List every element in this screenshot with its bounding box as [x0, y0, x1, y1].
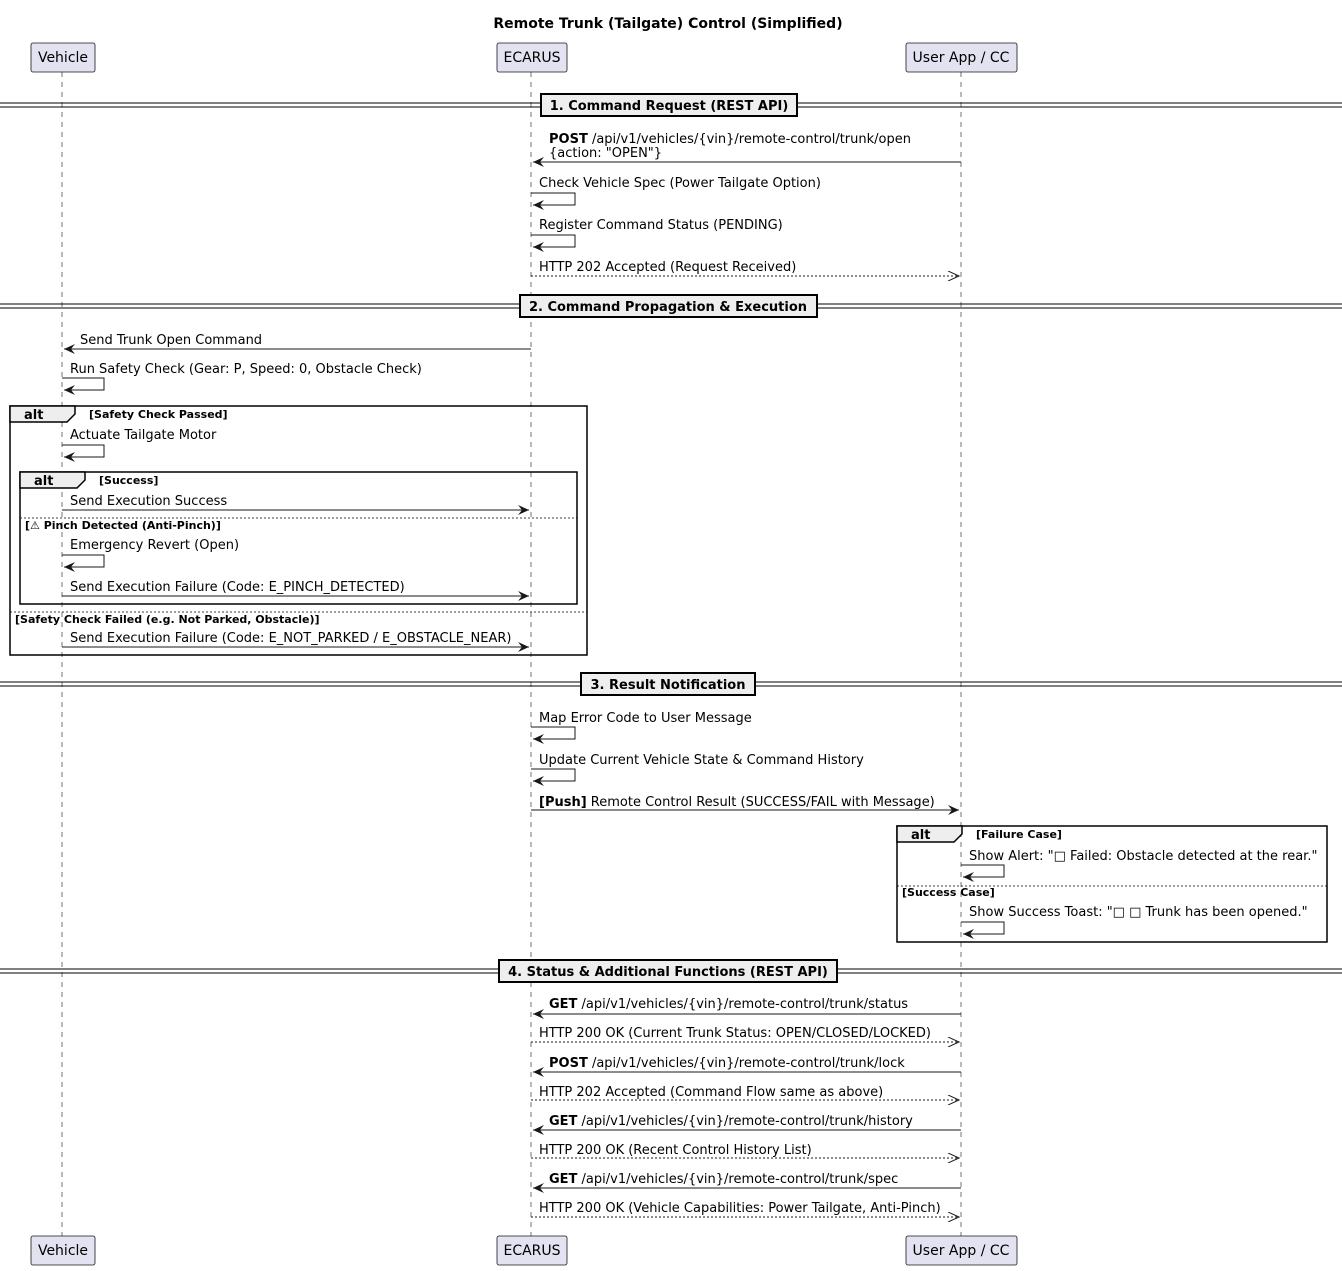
message-register-command-status [531, 218, 783, 247]
alt-else-condition: [Safety Check Failed (e.g. Not Parked, Obstacle)] [15, 613, 320, 626]
section-title: 1. Command Request (REST API) [549, 99, 789, 114]
message-actuate-tailgate-motor [62, 428, 217, 457]
message-http-200-capabilities [531, 1201, 959, 1217]
alt-frame-failure-case [897, 826, 1327, 942]
message-text: Run Safety Check (Gear: P, Speed: 0, Obstacle Check) [70, 362, 422, 377]
message-method: GET [549, 997, 578, 1012]
message-send-execution-failure-not-parked [62, 631, 529, 647]
alt-keyword: alt [34, 474, 54, 489]
message-text: Send Trunk Open Command [80, 333, 263, 348]
section-title: 3. Result Notification [590, 678, 746, 693]
alt-else-condition: [⚠ Pinch Detected (Anti-Pinch)] [25, 519, 221, 532]
message-text: HTTP 202 Accepted (Command Flow same as above) [539, 1085, 884, 1100]
svg-text:[Push] Remote Control Result ( [539, 795, 935, 810]
participant-ecarus-top [497, 43, 567, 72]
message-text: HTTP 200 OK (Current Trunk Status: OPEN/CLOSED/LOCKED) [539, 1026, 931, 1041]
message-check-vehicle-spec [531, 176, 821, 205]
participant-ecarus-bottom [497, 1236, 567, 1265]
message-show-success-toast [961, 905, 1308, 934]
message-http-200-trunk-status [531, 1026, 959, 1042]
message-post-trunk-lock [533, 1056, 961, 1072]
message-text: Check Vehicle Spec (Power Tailgate Option) [539, 176, 821, 191]
svg-text:GET /api/v1/vehicles/{vin}/rem [549, 1172, 898, 1187]
participant-label: ECARUS [503, 50, 561, 66]
message-text: /api/v1/vehicles/{vin}/remote-control/trunk/open [587, 132, 911, 147]
svg-text:GET /api/v1/vehicles/{vin}/rem [549, 1114, 913, 1129]
message-text: /api/v1/vehicles/{vin}/remote-control/trunk/status [577, 997, 909, 1012]
message-send-trunk-open [64, 333, 531, 349]
participant-label: Vehicle [37, 1243, 89, 1259]
message-update-vehicle-state [531, 753, 864, 781]
alt-condition: [Success] [99, 474, 159, 487]
message-push-result [531, 795, 959, 810]
participant-label: User App / CC [912, 1243, 1010, 1259]
section-divider-2 [0, 295, 1342, 317]
message-text: Send Execution Failure (Code: E_PINCH_DETECTED) [70, 580, 405, 595]
participant-label: Vehicle [37, 50, 89, 66]
participant-vehicle-top [31, 43, 95, 72]
message-get-trunk-history [533, 1114, 961, 1130]
message-text: Emergency Revert (Open) [70, 538, 240, 553]
alt-condition: [Failure Case] [976, 828, 1062, 841]
participant-app-top [906, 43, 1017, 72]
message-http-202-lock [531, 1085, 959, 1100]
participant-vehicle-bottom [31, 1236, 95, 1265]
message-text: Show Success Toast: "□ □ Trunk has been opened." [969, 905, 1308, 920]
message-get-trunk-spec [533, 1172, 961, 1188]
message-method: GET [549, 1114, 578, 1129]
message-text: HTTP 200 OK (Vehicle Capabilities: Power Tailgate, Anti-Pinch) [539, 1201, 941, 1216]
message-send-execution-success [62, 494, 529, 510]
message-text: Remote Control Result (SUCCESS/FAIL with Message) [586, 795, 935, 810]
participant-label: ECARUS [503, 1243, 561, 1259]
section-divider-1 [0, 94, 1342, 116]
diagram-title: Remote Trunk (Tailgate) Control (Simplified) [493, 16, 843, 32]
message-map-error-code [531, 711, 752, 739]
message-text-line2: {action: "OPEN"} [549, 146, 663, 161]
section-divider-4 [0, 960, 1342, 982]
alt-keyword: alt [24, 408, 44, 423]
message-text: Map Error Code to User Message [539, 711, 752, 726]
alt-else-condition: [Success Case] [902, 886, 995, 899]
message-text: /api/v1/vehicles/{vin}/remote-control/trunk/lock [587, 1056, 905, 1071]
message-text: Send Execution Failure (Code: E_NOT_PARKED / E_OBSTACLE_NEAR) [70, 631, 512, 646]
alt-keyword: alt [911, 828, 931, 843]
message-get-trunk-status [533, 997, 961, 1014]
message-text: HTTP 202 Accepted (Request Received) [539, 260, 797, 275]
message-text: Send Execution Success [70, 494, 228, 509]
message-text: Update Current Vehicle State & Command History [539, 753, 864, 768]
message-method: GET [549, 1172, 578, 1187]
alt-condition: [Safety Check Passed] [89, 408, 228, 421]
message-text: Register Command Status (PENDING) [539, 218, 783, 233]
message-method: [Push] [539, 795, 587, 810]
message-text: /api/v1/vehicles/{vin}/remote-control/trunk/history [577, 1114, 913, 1129]
message-run-safety-check [62, 362, 422, 390]
svg-text:POST /api/v1/vehicles/{vin}/re [549, 1056, 905, 1071]
message-text: /api/v1/vehicles/{vin}/remote-control/trunk/spec [577, 1172, 899, 1187]
section-divider-3 [0, 673, 1342, 695]
message-method: POST [549, 132, 588, 147]
message-text: Actuate Tailgate Motor [70, 428, 217, 443]
section-title: 2. Command Propagation & Execution [528, 300, 808, 315]
message-send-execution-failure-pinch [62, 580, 529, 596]
message-text: HTTP 200 OK (Recent Control History List) [539, 1143, 812, 1158]
message-http-200-history [531, 1143, 959, 1158]
message-post-trunk-open [533, 132, 961, 162]
svg-text:GET /api/v1/vehicles/{vin}/rem [549, 997, 908, 1012]
section-title: 4. Status & Additional Functions (REST API) [508, 965, 828, 980]
participant-app-bottom [906, 1236, 1017, 1265]
participant-label: User App / CC [912, 50, 1010, 66]
message-http-202-accepted [531, 260, 959, 276]
message-text: Show Alert: "□ Failed: Obstacle detected at the rear." [969, 849, 1318, 864]
message-method: POST [549, 1056, 588, 1071]
message-emergency-revert [62, 538, 239, 567]
svg-text:POST /api/v1/vehicles/{vin}/re [549, 132, 911, 147]
message-show-alert [961, 849, 1317, 877]
